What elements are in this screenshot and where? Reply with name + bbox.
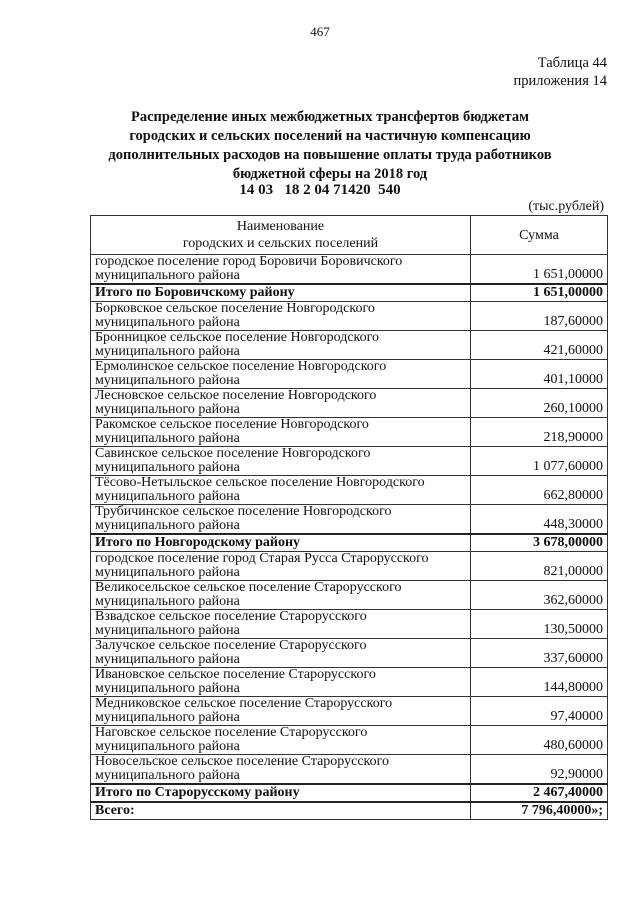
settlement-name-line: Залучское сельское поселение Старорусского [95,638,367,653]
table-row [91,668,608,697]
page-number: 467 [310,24,330,39]
settlement-name-line: Взвадское сельское поселение Старорусского [95,609,367,624]
amount: 401,10000 [471,360,608,389]
settlement-name [91,360,471,389]
settlement-name-line: Наговское сельское поселение Старорусского [95,725,368,740]
settlement-name [91,476,471,505]
amount: 337,60000 [471,639,608,668]
table-row [91,755,608,785]
settlement-name [91,610,471,639]
table-reference [514,54,607,90]
settlement-name [91,581,471,610]
settlement-name-line: Ивановское сельское поселение Старорусского [95,667,376,682]
appendix-number: приложения 14 [513,73,607,89]
amount: 218,90000 [471,418,608,447]
table-row [91,447,608,476]
amount: 1 651,00000 [471,284,608,302]
settlement-name-line: муниципального района [95,268,240,283]
settlement-name-line: муниципального района [95,431,240,446]
settlement-name-line: муниципального района [95,739,240,754]
units-label: (тыс.рублей) [528,199,604,214]
settlement-name-line: муниципального района [95,402,240,417]
settlement-name-line: Великосельское сельское поселение Старорусского [95,580,402,595]
table-row [91,360,608,389]
amount: 448,30000 [471,505,608,535]
settlement-name [91,802,471,820]
amount: 130,50000 [471,610,608,639]
settlement-name-line: муниципального района [95,373,240,388]
settlement-name [91,447,471,476]
settlement-name [91,755,471,785]
total-row [91,802,608,820]
table-row [91,697,608,726]
total-row [91,284,608,302]
settlement-name-line: Тёсово-Нетыльское сельское поселение Новгородского [95,475,425,490]
table-row [91,726,608,755]
title-line: дополнительных расходов на повышение оплаты труда работников [108,147,552,163]
amount: 2 467,40000 [471,784,608,802]
settlement-name [91,639,471,668]
amount: 662,80000 [471,476,608,505]
transfers-table [90,215,608,820]
settlement-name-line: муниципального района [95,489,240,504]
header-sum: Сумма [471,216,608,255]
settlement-name-line: Итого по Боровичскому району [95,285,295,300]
settlement-name [91,302,471,331]
table-number: Таблица 44 [537,55,607,71]
settlement-name-line: Борковское сельское поселение Новгородского [95,301,375,316]
title-line: городских и сельских поселений на частичную компенсацию [129,128,531,144]
settlement-name-line: муниципального района [95,594,240,609]
amount: 821,00000 [471,552,608,581]
settlement-name [91,534,471,552]
settlement-name-line: Ракомское сельское поселение Новгородского [95,417,369,432]
settlement-name-line: Новосельское сельское поселение Старорусского [95,754,390,769]
document-title [60,108,600,184]
settlement-name [91,784,471,802]
amount: 3 678,00000 [471,534,608,552]
table-row [91,331,608,360]
title-line: Распределение иных межбюджетных трансфертов бюджетам [131,109,529,125]
settlement-name-line: Всего: [95,803,135,818]
amount: 97,40000 [471,697,608,726]
settlement-name-line: муниципального района [95,623,240,638]
settlement-name [91,418,471,447]
settlement-name-line: Бронницкое сельское поселение Новгородского [95,330,380,345]
settlement-name [91,726,471,755]
settlement-name-line: муниципального района [95,518,240,533]
settlement-name [91,255,471,285]
table-row [91,639,608,668]
amount: 1 077,60000 [471,447,608,476]
settlement-name-line: муниципального района [95,344,240,359]
settlement-name-line: муниципального района [95,681,240,696]
header-name [91,216,471,255]
settlement-name [91,697,471,726]
table-row [91,581,608,610]
table-row [91,505,608,535]
settlement-name [91,552,471,581]
settlement-name-line: Ермолинское сельское поселение Новгородского [95,359,387,374]
amount: 7 796,40000»; [471,802,608,820]
table-row [91,552,608,581]
settlement-name-line: Трубичинское сельское поселение Новгородского [95,504,392,519]
settlement-name-line: Лесновское сельское поселение Новгородского [95,388,377,403]
table-row [91,418,608,447]
table-row [91,389,608,418]
settlement-name [91,284,471,302]
amount: 1 651,00000 [471,255,608,285]
settlement-name-line: муниципального района [95,768,240,783]
settlement-name-line: Медниковское сельское поселение Старорусского [95,696,393,711]
settlement-name-line: муниципального района [95,460,240,475]
settlement-name-line: Итого по Старорусскому району [95,785,300,800]
amount: 362,60000 [471,581,608,610]
total-row [91,534,608,552]
settlement-name-line: Итого по Новгородскому району [95,535,301,550]
amount: 187,60000 [471,302,608,331]
settlement-name [91,505,471,535]
settlement-name-line: муниципального района [95,710,240,725]
header-name-line: Наименование [236,219,325,234]
amount: 260,10000 [471,389,608,418]
settlement-name-line: муниципального района [95,315,240,330]
table-header-row [91,216,608,255]
settlement-name-line: городское поселение город Боровичи Боровичского [95,254,403,269]
settlement-name [91,331,471,360]
settlement-name-line: Савинское сельское поселение Новгородского [95,446,371,461]
total-row [91,784,608,802]
settlement-name [91,668,471,697]
settlement-name-line: муниципального района [95,652,240,667]
settlement-name [91,389,471,418]
amount: 144,80000 [471,668,608,697]
header-name-line: городских и сельских поселений [182,236,379,251]
amount: 421,60000 [471,331,608,360]
amount: 480,60000 [471,726,608,755]
title-line: бюджетной сферы на 2018 год [232,166,428,182]
table-row [91,302,608,331]
amount: 92,90000 [471,755,608,785]
table-row [91,255,608,285]
settlement-name-line: муниципального района [95,565,240,580]
table-row [91,476,608,505]
table-row [91,610,608,639]
settlement-name-line: городское поселение город Старая Русса Старорусского [95,551,429,566]
budget-code: 14 03 18 2 04 71420 540 [239,182,401,198]
